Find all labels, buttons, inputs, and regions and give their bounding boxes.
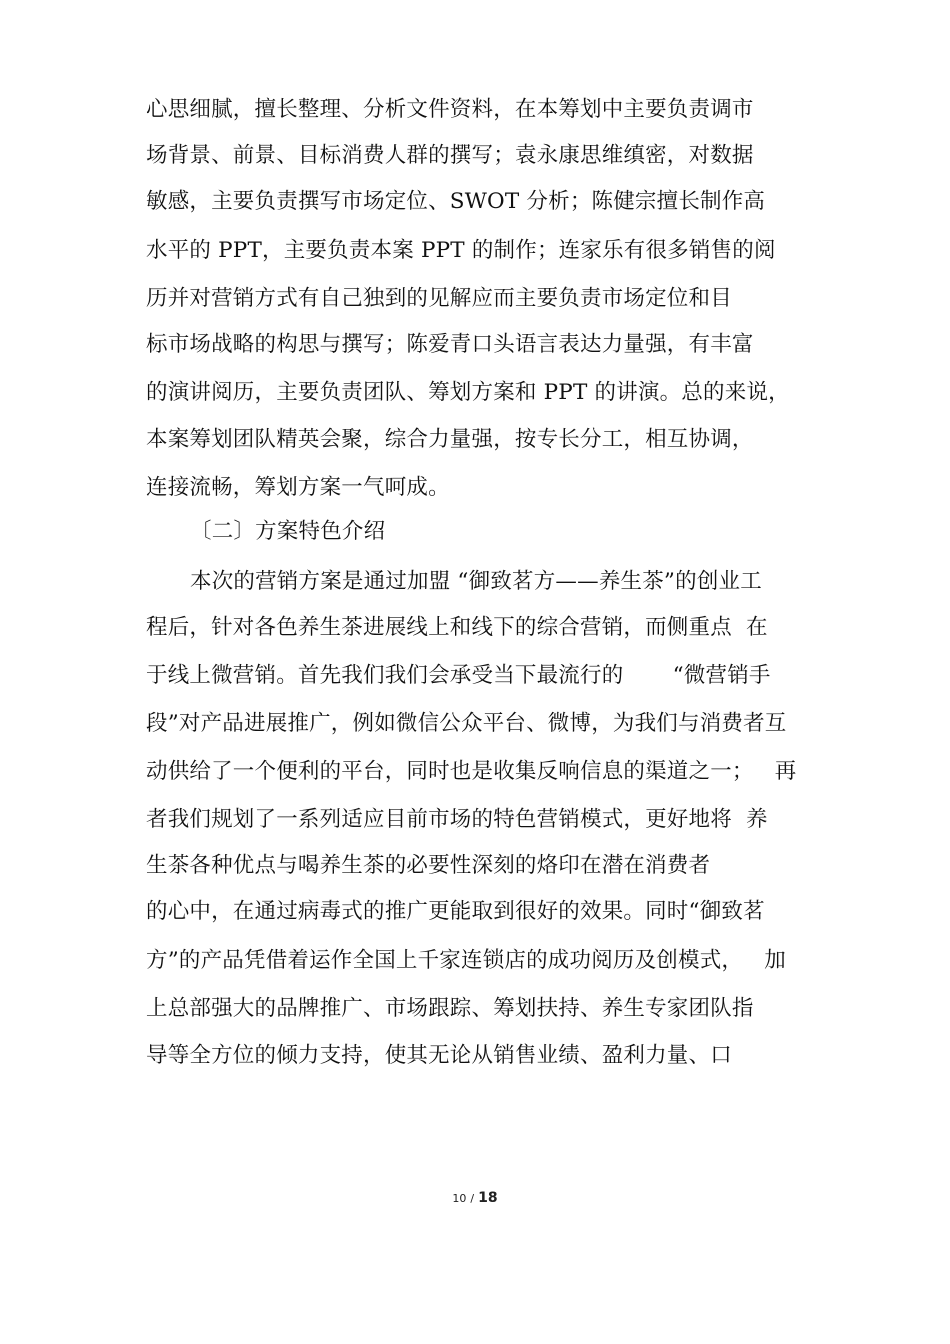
text-line: 生茶各种优点与喝养生茶的必要性深刻的烙印在潜在消费者 [146, 853, 711, 878]
text-line: 标市场战略的构思与撰写；陈爱青口头语言表达力量强，有丰富 [146, 332, 754, 357]
text-line: 连接流畅，筹划方案一气呵成。 [146, 475, 450, 500]
text-line: 于线上微营销。首先我们我们会承受当下最流行的 “微营销手 [146, 663, 771, 688]
text-line: 上总部强大的品牌推广、市场跟踪、筹划扶持、养生专家团队指 [146, 996, 754, 1021]
text-line: 的心中，在通过病毒式的推广更能取到很好的效果。同时“御致茗 [146, 899, 765, 924]
text-line: 本次的营销方案是通过加盟 “御致茗方——养生茶”的创业工 [190, 569, 762, 594]
text-line: 心思细腻，擅长整理、分析文件资料，在本筹划中主要负责调市 [146, 97, 754, 122]
page-number: 10 [452, 1192, 467, 1205]
text-line: 动供给了一个便利的平台，同时也是收集反响信息的渠道之一； 再 [146, 759, 797, 784]
text-line: 场背景、前景、目标消费人群的撰写；袁永康思维缜密，对数据 [146, 143, 754, 168]
page-footer [0, 1190, 950, 1206]
text-line: 历并对营销方式有自己独到的见解应而主要负责市场定位和目 [146, 286, 732, 311]
text-line: 的演讲阅历，主要负责团队、筹划方案和 PPT 的讲演。总的来说， [146, 380, 790, 405]
text-line: 本案筹划团队精英会聚，综合力量强，按专长分工，相互协调， [146, 427, 754, 452]
text-line: 方”的产品凭借着运作全国上千家连锁店的成功阅历及创模式， 加 [146, 948, 786, 973]
section-heading: 〔二〕方案特色介绍 [190, 519, 386, 544]
text-line: 段”对产品进展推广，例如微信公众平台、微博，为我们与消费者互 [146, 711, 787, 736]
text-line: 程后，针对各色养生茶进展线上和线下的综合营销，而侧重点 在 [146, 615, 768, 640]
page-separator: / [470, 1192, 475, 1205]
text-line: 者我们规划了一系列适应目前市场的特色营销模式，更好地将 养 [146, 807, 768, 832]
text-line: 水平的 PPT，主要负责本案 PPT 的制作；连家乐有很多销售的阅 [146, 238, 776, 263]
text-line: 敏感，主要负责撰写市场定位、SWOT 分析；陈健宗擅长制作高 [146, 189, 766, 214]
text-line: 导等全方位的倾力支持，使其无论从销售业绩、盈利力量、口 [146, 1043, 732, 1068]
total-pages: 18 [478, 1190, 498, 1206]
